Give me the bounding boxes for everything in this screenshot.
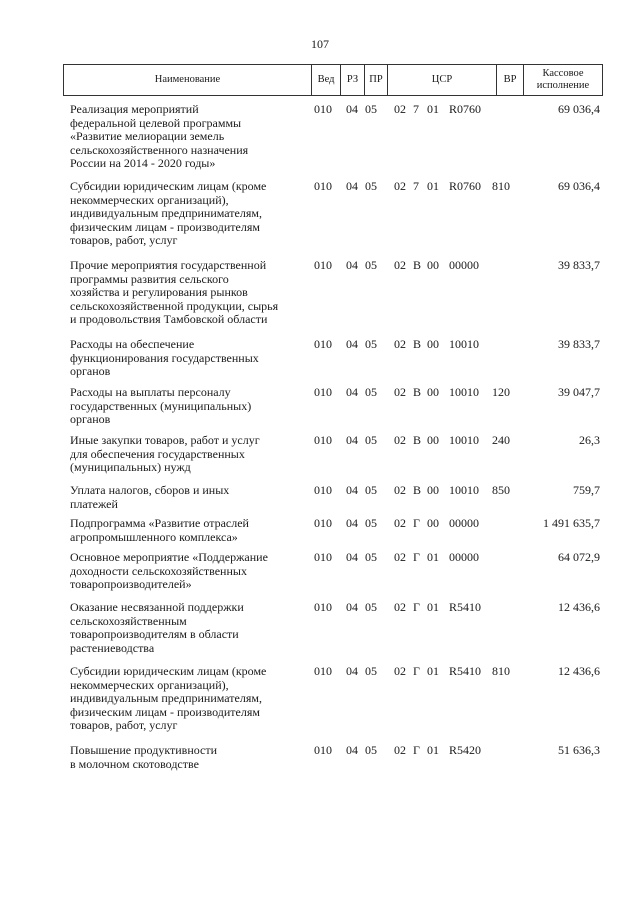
cell-c3: 00 [427, 433, 439, 447]
row-name-line: функционирования государственных [70, 350, 259, 365]
cell-c2: Г [413, 743, 420, 757]
row-name-line: индивидуальным предпринимателям, [70, 691, 262, 706]
row-name-line: Прочие мероприятия государственной [70, 258, 267, 272]
row-name-line: товаропроизводителей» [70, 577, 192, 592]
cell-sum: 39 833,7 [558, 258, 600, 272]
cell-sum: 69 036,4 [558, 102, 600, 116]
cell-c4: R0760 [449, 179, 482, 193]
cell-rz: 04 [346, 600, 358, 614]
row-name-line: платежей [70, 496, 118, 511]
row-name-line: хозяйства и регулирования рынков [70, 285, 248, 300]
cell-rz: 04 [346, 516, 358, 530]
cell-ved: 010 [314, 483, 332, 497]
cell-ved: 010 [314, 516, 332, 530]
cell-c4: R0760 [449, 102, 482, 116]
cell-vr: 850 [492, 483, 510, 497]
row-name-line: Оказание несвязанной поддержки [70, 600, 244, 614]
row-name-line: Субсидии юридическим лицам (кроме [70, 664, 267, 678]
cell-sum: 12 436,6 [558, 600, 600, 614]
cell-sum: 759,7 [573, 483, 600, 497]
cell-c2: Г [413, 664, 420, 678]
row-name-line: и продовольствия Тамбовской области [70, 312, 268, 327]
row-name-line: физическим лицам - производителям [70, 219, 260, 234]
cell-c3: 01 [427, 550, 439, 564]
cell-vr: 120 [492, 385, 510, 399]
cell-c2: 7 [413, 179, 419, 193]
row-name-line: сельскохозяйственной продукции, сырья [70, 298, 279, 313]
cell-rz: 04 [346, 550, 358, 564]
cell-vr: 810 [492, 179, 510, 193]
cell-rz: 04 [346, 433, 358, 447]
cell-c1: 02 [394, 516, 406, 530]
row-name [70, 103, 310, 171]
cell-c4: 10010 [449, 337, 479, 351]
cell-c4: 00000 [449, 516, 479, 530]
row-name-line: индивидуальным предпринимателям, [70, 206, 262, 221]
row-name-line: Подпрограмма «Развитие отраслей [70, 516, 249, 530]
row-name [70, 484, 310, 511]
row-name [70, 434, 310, 475]
row-name-line: сельскохозяйственного назначения [70, 142, 249, 157]
cell-sum: 69 036,4 [558, 179, 600, 193]
cell-rz: 04 [346, 179, 358, 193]
table-header [63, 64, 603, 96]
page-number: 107 [311, 37, 329, 51]
header-rz: РЗ [340, 65, 364, 95]
cell-rz: 04 [346, 664, 358, 678]
cell-pr: 05 [365, 483, 377, 497]
row-name-line: Основное мероприятие «Поддержание [70, 550, 268, 564]
cell-c1: 02 [394, 600, 406, 614]
row-name-line: государственных (муниципальных) [70, 398, 252, 413]
row-name-line: товаров, работ, услуг [70, 233, 178, 248]
cell-c2: В [413, 337, 422, 351]
cell-pr: 05 [365, 102, 377, 116]
cell-sum: 1 491 635,7 [543, 516, 600, 530]
cell-c2: В [413, 385, 422, 399]
cell-c1: 02 [394, 664, 406, 678]
cell-ved: 010 [314, 550, 332, 564]
cell-c3: 01 [427, 743, 439, 757]
row-name-line: растениеводства [70, 640, 155, 655]
cell-c3: 01 [427, 664, 439, 678]
cell-c3: 00 [427, 385, 439, 399]
cell-pr: 05 [365, 664, 377, 678]
row-name-line: России на 2014 - 2020 годы» [70, 156, 216, 171]
header-pr: ПР [364, 65, 387, 95]
row-name-line: программы развития сельского [70, 271, 229, 286]
row-name [70, 601, 310, 655]
cell-c4: R5420 [449, 743, 482, 757]
cell-c3: 00 [427, 258, 439, 272]
cell-c3: 00 [427, 337, 439, 351]
cell-c1: 02 [394, 433, 406, 447]
cell-ved: 010 [314, 743, 332, 757]
cell-pr: 05 [365, 433, 377, 447]
cell-c2: В [413, 483, 422, 497]
header-sum [523, 65, 602, 95]
cell-ved: 010 [314, 337, 332, 351]
cell-sum: 39 833,7 [558, 337, 600, 351]
row-name-line: Повышение продуктивности [70, 743, 218, 757]
cell-rz: 04 [346, 337, 358, 351]
cell-ved: 010 [314, 600, 332, 614]
row-name-line: Расходы на выплаты персоналу [70, 385, 231, 399]
row-name-line: физическим лицам - производителям [70, 704, 260, 719]
row-name-line: (муниципальных) нужд [70, 460, 191, 475]
cell-rz: 04 [346, 483, 358, 497]
row-name-line: Расходы на обеспечение [70, 337, 195, 351]
cell-sum: 12 436,6 [558, 664, 600, 678]
row-name-line: Уплата налогов, сборов и иных [70, 483, 230, 497]
cell-ved: 010 [314, 102, 332, 116]
row-name-line: некоммерческих организаций), [70, 677, 229, 692]
cell-vr: 810 [492, 664, 510, 678]
cell-c2: Г [413, 516, 420, 530]
cell-pr: 05 [365, 385, 377, 399]
cell-c3: 01 [427, 179, 439, 193]
row-name-line: доходности сельскохозяйственных [70, 563, 247, 578]
cell-ved: 010 [314, 258, 332, 272]
row-name [70, 338, 310, 379]
row-name-line: органов [70, 364, 111, 379]
header-sum-line2: исполнение [536, 80, 590, 91]
row-name-line: товаров, работ, услуг [70, 718, 178, 733]
cell-c1: 02 [394, 179, 406, 193]
cell-rz: 04 [346, 743, 358, 757]
header-sum-line1: Кассовое [542, 68, 584, 79]
cell-sum: 51 636,3 [558, 743, 600, 757]
cell-c1: 02 [394, 385, 406, 399]
header-csr: ЦСР [387, 65, 496, 95]
cell-sum: 64 072,9 [558, 550, 600, 564]
cell-c3: 01 [427, 102, 439, 116]
row-name [70, 517, 310, 544]
cell-pr: 05 [365, 179, 377, 193]
row-name-line: для обеспечения государственных [70, 446, 245, 461]
cell-c4: 00000 [449, 550, 479, 564]
row-name [70, 744, 310, 771]
header-vr: ВР [496, 65, 523, 95]
header-name: Наименование [154, 74, 221, 85]
cell-rz: 04 [346, 385, 358, 399]
row-name-line: Реализация мероприятий [70, 102, 199, 116]
cell-c1: 02 [394, 258, 406, 272]
header-ved: Вед [311, 65, 340, 95]
row-name [70, 665, 310, 733]
row-name-line: Иные закупки товаров, работ и услуг [70, 433, 260, 447]
row-name-line: «Развитие мелиорации земель [70, 129, 225, 144]
cell-pr: 05 [365, 337, 377, 351]
cell-c2: Г [413, 550, 420, 564]
cell-c4: 10010 [449, 433, 479, 447]
cell-c2: В [413, 433, 422, 447]
cell-pr: 05 [365, 743, 377, 757]
cell-c4: 10010 [449, 483, 479, 497]
cell-c1: 02 [394, 102, 406, 116]
cell-c1: 02 [394, 550, 406, 564]
cell-c3: 00 [427, 483, 439, 497]
cell-c4: R5410 [449, 664, 482, 678]
row-name [70, 386, 310, 427]
cell-c1: 02 [394, 337, 406, 351]
cell-pr: 05 [365, 516, 377, 530]
cell-c1: 02 [394, 743, 406, 757]
cell-c1: 02 [394, 483, 406, 497]
cell-sum: 26,3 [579, 433, 600, 447]
cell-c2: Г [413, 600, 420, 614]
cell-c4: R5410 [449, 600, 482, 614]
row-name-line: сельскохозяйственным [70, 613, 187, 628]
cell-ved: 010 [314, 664, 332, 678]
cell-rz: 04 [346, 102, 358, 116]
cell-pr: 05 [365, 258, 377, 272]
row-name-line: органов [70, 412, 111, 427]
cell-c2: В [413, 258, 422, 272]
cell-ved: 010 [314, 385, 332, 399]
row-name-line: товаропроизводителям в области [70, 627, 239, 642]
cell-ved: 010 [314, 433, 332, 447]
cell-vr: 240 [492, 433, 510, 447]
cell-c2: 7 [413, 102, 419, 116]
row-name-line: Субсидии юридическим лицам (кроме [70, 179, 267, 193]
cell-c4: 10010 [449, 385, 479, 399]
cell-pr: 05 [365, 550, 377, 564]
cell-ved: 010 [314, 179, 332, 193]
cell-c3: 00 [427, 516, 439, 530]
cell-c3: 01 [427, 600, 439, 614]
row-name [70, 551, 310, 592]
cell-rz: 04 [346, 258, 358, 272]
row-name-line: в молочном скотоводстве [70, 756, 199, 771]
row-name-line: федеральной целевой программы [70, 115, 242, 130]
row-name-line: агропромышленного комплекса» [70, 529, 238, 544]
row-name [70, 259, 310, 327]
row-name [70, 180, 310, 248]
cell-sum: 39 047,7 [558, 385, 600, 399]
row-name-line: некоммерческих организаций), [70, 192, 229, 207]
cell-pr: 05 [365, 600, 377, 614]
cell-c4: 00000 [449, 258, 479, 272]
